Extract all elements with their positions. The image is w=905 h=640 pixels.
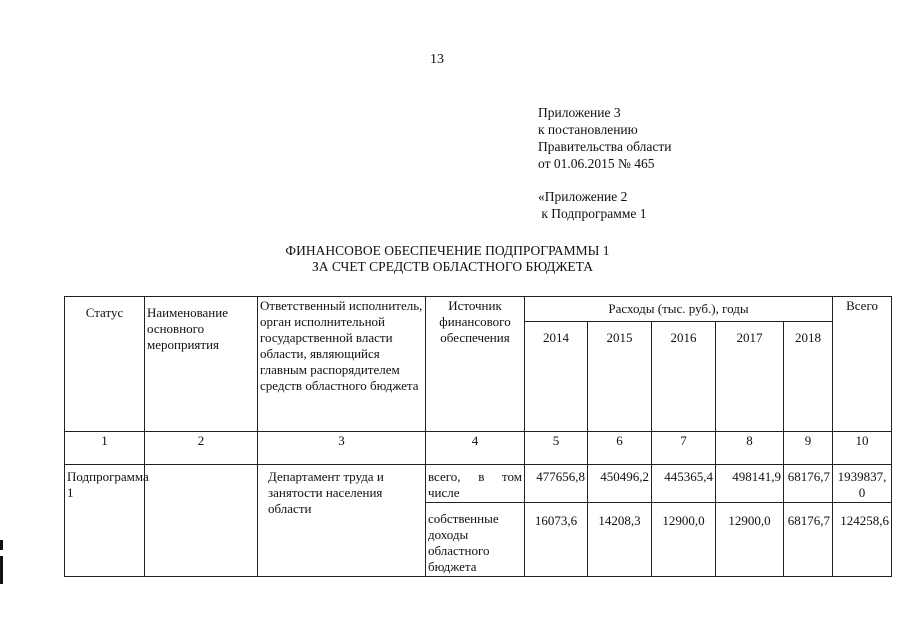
appendix-line: от 01.06.2015 № 465: [538, 156, 655, 171]
row-value: 68176,7: [784, 503, 833, 577]
row-measure: [145, 465, 258, 577]
row-total: 124258,6: [833, 503, 892, 577]
title-line-1: ФИНАНСОВОЕ ОБЕСПЕЧЕНИЕ ПОДПРОГРАММЫ 1: [285, 243, 610, 258]
column-number: 8: [716, 432, 784, 465]
column-number: 3: [258, 432, 426, 465]
header-year: 2015: [588, 322, 652, 432]
appendix-line: Правительства области: [538, 139, 672, 154]
header-total: Всего: [833, 297, 892, 432]
row-executor: Департамент труда и занятости населения области: [258, 465, 426, 577]
row-value: 12900,0: [652, 503, 716, 577]
header-source: Источник финансового обеспечения: [426, 297, 525, 432]
header-year: 2017: [716, 322, 784, 432]
title-line-2: ЗА СЧЕТ СРЕДСТВ ОБЛАСТНОГО БЮДЖЕТА: [311, 259, 594, 274]
column-number: 10: [833, 432, 892, 465]
row-value: 12900,0: [716, 503, 784, 577]
page-number: 13: [430, 52, 444, 67]
header-status: Статус: [65, 297, 145, 432]
column-number: 1: [65, 432, 145, 465]
appendix-header: [538, 104, 671, 222]
appendix-sub-line: к Подпрограмме 1: [538, 206, 647, 221]
header-year: 2016: [652, 322, 716, 432]
row-value: 68176,7: [784, 465, 833, 503]
column-number: 2: [145, 432, 258, 465]
header-measure: Наименование основного мероприятия: [145, 297, 258, 432]
row-value: 445365,4: [652, 465, 716, 503]
financing-table: [64, 296, 892, 577]
row-status: Подпрограмма 1: [65, 465, 145, 577]
appendix-line: Приложение 3: [538, 105, 621, 120]
appendix-line: к постановлению: [538, 122, 638, 137]
document-title: [0, 243, 905, 275]
row-source: собственные доходы областного бюджета: [426, 503, 525, 577]
row-value: 16073,6: [525, 503, 588, 577]
row-source: всего, в том числе: [426, 465, 525, 503]
row-value: 477656,8: [525, 465, 588, 503]
scan-mark: [0, 556, 3, 584]
header-expenses: Расходы (тыс. руб.), годы: [525, 297, 833, 322]
header-year: 2018: [784, 322, 833, 432]
column-number: 9: [784, 432, 833, 465]
column-number: 4: [426, 432, 525, 465]
header-executor: Ответственный исполнитель, орган исполнительной государственной власти области, являющийся главным распорядителем средств областного бюджета: [258, 297, 426, 432]
column-number: 5: [525, 432, 588, 465]
scan-mark: [0, 540, 3, 550]
header-year: 2014: [525, 322, 588, 432]
table-row: [65, 465, 892, 503]
row-value: 498141,9: [716, 465, 784, 503]
row-value: 450496,2: [588, 465, 652, 503]
appendix-sub-line: «Приложение 2: [538, 189, 628, 204]
column-number: 7: [652, 432, 716, 465]
row-value: 14208,3: [588, 503, 652, 577]
row-total: 1939837,0: [833, 465, 892, 503]
column-number: 6: [588, 432, 652, 465]
